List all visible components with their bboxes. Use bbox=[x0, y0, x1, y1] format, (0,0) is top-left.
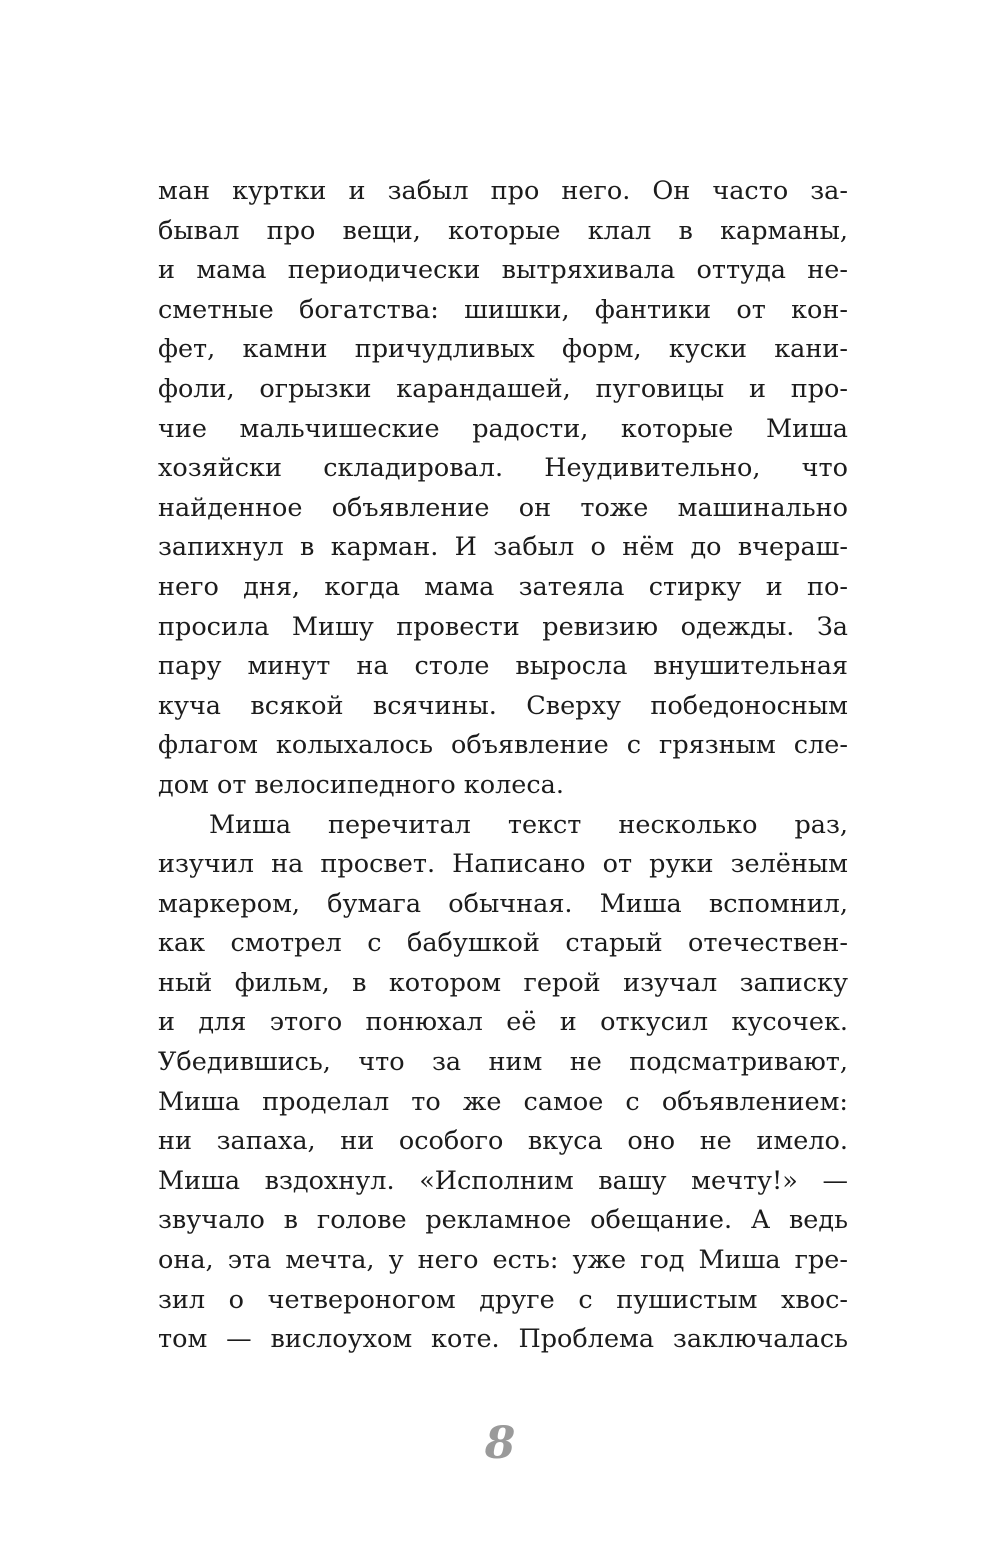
text-line: и для этого понюхал её и откусил кусочек. bbox=[158, 1007, 848, 1038]
text-line: бывал про вещи, которые клал в карманы, bbox=[158, 215, 848, 246]
paragraph-1 bbox=[158, 172, 848, 806]
text-line: Миша проделал то же самое с объявлением: bbox=[158, 1086, 848, 1117]
text-line: пару минут на столе выросла внушительная bbox=[158, 651, 848, 682]
text-line: и мама периодически вытряхивала оттуда не- bbox=[158, 255, 848, 286]
text-line: флагом колыхалось объявление с грязным сле- bbox=[158, 730, 848, 761]
text-line: звучало в голове рекламное обещание. А ведь bbox=[158, 1205, 848, 1236]
text-line: ман куртки и забыл про него. Он часто за- bbox=[158, 176, 848, 206]
text-line: как смотрел с бабушкой старый отечествен- bbox=[158, 928, 848, 959]
text-line: Миша перечитал текст несколько раз, bbox=[209, 809, 848, 840]
body-text bbox=[158, 172, 848, 1360]
page-number: 8 bbox=[484, 1418, 516, 1469]
text-line: ни запаха, ни особого вкуса оно не имело. bbox=[158, 1126, 848, 1157]
text-line: изучил на просвет. Написано от руки зелёным bbox=[158, 849, 848, 880]
text-line: куча всякой всячины. Сверху победоносным bbox=[158, 690, 848, 721]
text-line: Убедившись, что за ним не подсматривают, bbox=[158, 1047, 848, 1078]
text-line: сметные богатства: шишки, фантики от кон- bbox=[158, 294, 848, 325]
text-line: него дня, когда мама затеяла стирку и по- bbox=[158, 571, 848, 602]
text-line: фоли, огрызки карандашей, пуговицы и про- bbox=[158, 373, 848, 404]
text-line: запихнул в карман. И забыл о нём до вчераш- bbox=[158, 532, 848, 563]
text-line: маркером, бумага обычная. Миша вспомнил, bbox=[158, 888, 848, 919]
text-line: чие мальчишеские радости, которые Миша bbox=[158, 413, 848, 444]
paragraph-2 bbox=[158, 806, 848, 1360]
text-line: найденное объявление он тоже машинально bbox=[158, 492, 848, 523]
text-line: зил о четвероногом друге с пушистым хвос- bbox=[158, 1284, 848, 1315]
text-line: фет, камни причудливых форм, куски кани- bbox=[158, 334, 848, 365]
text-line: том — вислоухом коте. Проблема заключалась bbox=[158, 1324, 848, 1355]
text-line: она, эта мечта, у него есть: уже год Миша гре- bbox=[158, 1245, 848, 1276]
text-line: хозяйски складировал. Неудивительно, что bbox=[158, 453, 848, 484]
text-line: Миша вздохнул. «Исполним вашу мечту!» — bbox=[158, 1165, 848, 1196]
text-line: ный фильм, в котором герой изучал записку bbox=[158, 967, 848, 998]
text-line: просила Мишу провести ревизию одежды. За bbox=[158, 611, 848, 642]
text-line: дом от велосипедного колеса. bbox=[158, 769, 564, 800]
